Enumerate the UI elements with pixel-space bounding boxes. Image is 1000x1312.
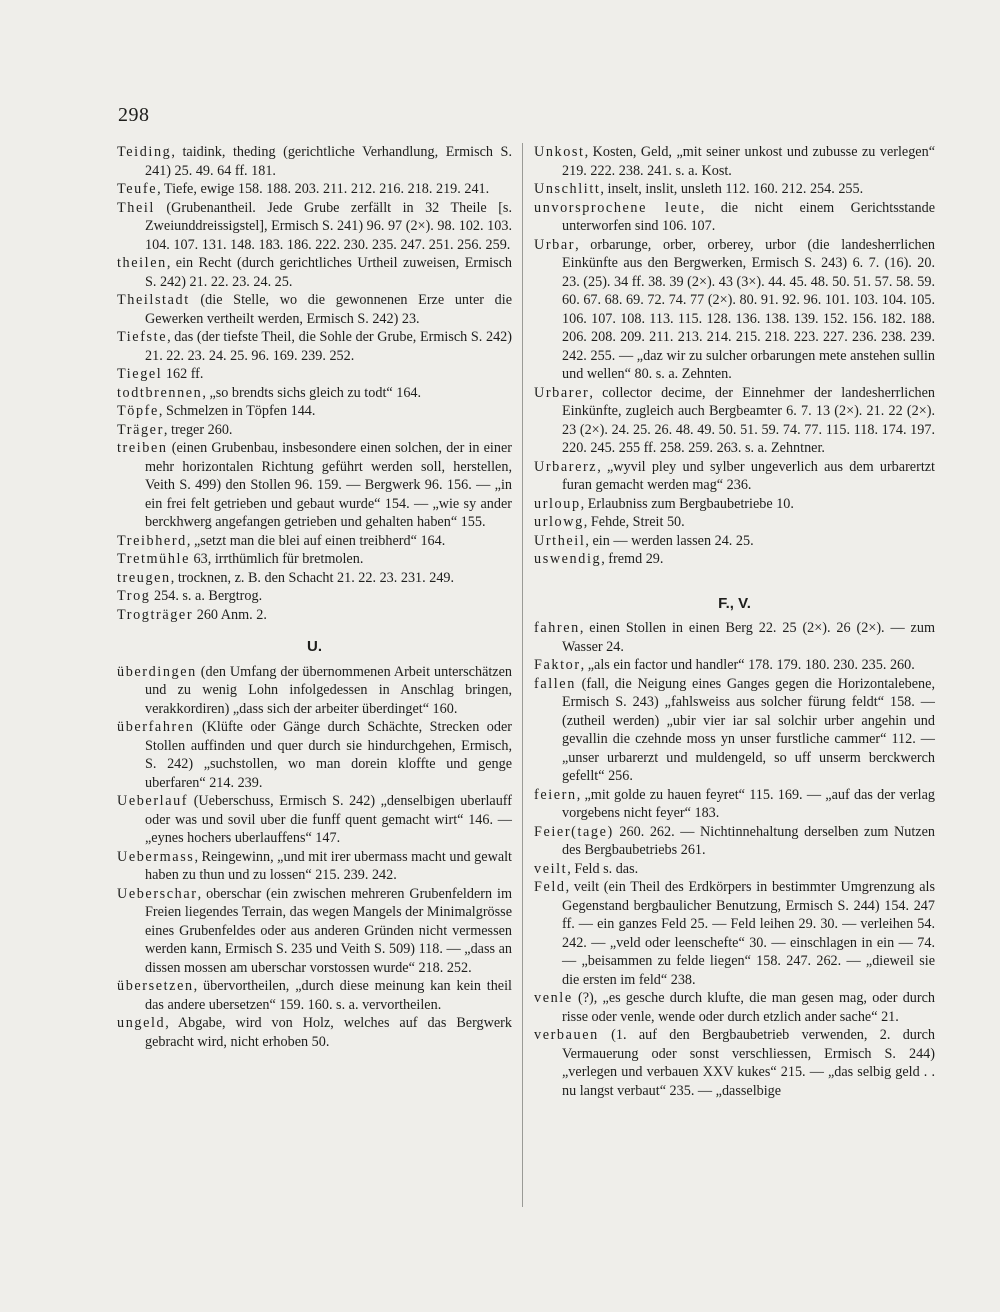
index-entry [534, 619, 935, 656]
index-entry [534, 180, 935, 199]
index-entry [117, 848, 512, 885]
index-entry [534, 675, 935, 786]
entry-headword: Tretmühle [117, 551, 190, 567]
entry-text: (einen Grubenbau, insbesondere einen solchen, der in einer mehr horizontalen Richtung geführt werden soll, herstellen, Veith S. 499) den Stollen 96. 159. — Bergwerk 96. 156. — „in ein frei felt getrieben und gebaut wurde“ 154. — „wie sy ander berckhwerg angefangen getrieben und gehalten haben“ 155. [145, 440, 512, 530]
entry-headword: Unschlitt [534, 181, 601, 197]
entry-text: (Klüfte oder Gänge durch Schächte, Strecken oder Stollen auffinden und quer durch sie hindurchgehen, Ermisch, S. 242) „suchstollen, wo man dorein kloffte und genge uberfaren“ 214. 239. [145, 719, 512, 791]
entry-headword: venle [534, 990, 573, 1006]
entry-headword: Treibherd [117, 532, 187, 549]
entry-headword: Feier(tage) [534, 823, 614, 840]
entry-text: (den Umfang der übernommenen Arbeit unterschätzen und zu wenig Lohn infolgedessen in Anschlag bringen, verakkordiren) „dass sich der arbeiter überdinget“ 160. [145, 663, 512, 717]
entry-headword: fallen [534, 675, 576, 692]
entry-headword: feiern [534, 786, 577, 803]
entry-headword: fahren [534, 620, 580, 636]
left-entry-list [117, 143, 512, 624]
right-entry-list [534, 143, 935, 569]
entry-text: , ein — werden lassen 24. 25. [585, 532, 754, 549]
entry-headword: veilt [534, 860, 568, 877]
entry-headword: uswendig [534, 551, 602, 567]
entry-text: 254. s. a. Bergtrog. [150, 588, 263, 604]
entry-headword: Urtheil [534, 532, 586, 549]
index-entry [117, 532, 512, 551]
entry-headword: Ueberschar [117, 885, 198, 902]
entry-text: , Reingewinn, „und mit irer ubermass macht und gewalt haben zu thun und zu lossen“ 215. 239. 242. [145, 848, 513, 883]
entry-text: , veilt (ein Theil des Erdkörpers in bestimmter Umgrenzung als Gegenstand bergbaulicher Benutzung, Ermisch S. 244) 154. 247 ff. — ein ganzes Feld 25. — Feld leihen 29. 30. — verleihen 54. 242. — „veld oder leenschefte“ 30. — einschlagen in ein — 74. — „beisammen zu felde liegen“ 158. 247. 262. — „dieweil sie die ersten im feld“ 238. [562, 879, 935, 988]
right-column [534, 143, 935, 1100]
index-entry [534, 878, 935, 989]
entry-headword: ungeld [117, 1015, 166, 1031]
entry-text: , Erlaubniss zum Bergbaubetriebe 10. [580, 495, 794, 512]
entry-text: , oberschar (ein zwischen mehreren Grubenfeldern im Freien liegendes Terrain, das wegen Mangels der Minimalgrösse eines Grubenfeldes oder aus anderen Gründen nicht vermessen werden kann, Ermisch S. 235 und Veith S. 509) 118. — „dass an dissen mossen am uberschar vorstossen wurde“ 218. 252. [145, 885, 512, 976]
section-heading-u: U. [307, 638, 322, 655]
index-entry [117, 1014, 512, 1051]
entry-text: , einen Stollen in einen Berg 22. 25 (2×). 26 (2×). — zum Wasser 24. [562, 620, 935, 655]
entry-text: , taidink, theding (gerichtliche Verhandlung, Ermisch S. 241) 25. 49. 64 ff. 181. [145, 144, 512, 179]
entry-text: (Ueberschuss, Ermisch S. 242) „denselbigen uberlauff oder was und sovil uber die funff quent gemacht wirt“ 146. — „eynes hochers uberlauffens“ 147. [145, 793, 512, 846]
index-entry [534, 236, 935, 384]
entry-headword: urloup [534, 495, 581, 512]
index-entry [534, 989, 935, 1026]
entry-text: , Kosten, Geld, „mit seiner unkost und zubusse zu verlegen“ 219. 222. 238. 241. s. a. Kost. [562, 144, 935, 179]
entry-text: , Feld s. das. [567, 860, 639, 877]
entry-text: , „mit golde zu hauen feyret“ 115. 169. — „auf das der verlag vorgebens nicht feyer“ 183. [562, 786, 935, 821]
entry-headword: treiben [117, 440, 168, 456]
index-entry [117, 328, 512, 365]
entry-text: , Abgabe, wird von Holz, welches auf das Bergwerk gebracht wird, nicht erhoben 50. [145, 1015, 512, 1050]
index-entry [117, 421, 512, 440]
u-entry-list [117, 663, 512, 1052]
entry-headword: Töpfe [117, 403, 159, 419]
entry-text: 260. 262. — Nichtinnehaltung derselben zum Nutzen des Bergbaubetriebs 261. [562, 823, 935, 858]
index-entry [534, 199, 935, 236]
entry-headword: Theil [117, 199, 155, 216]
section-heading-fv: F., V. [718, 594, 751, 612]
entry-text: (?), „es gesche durch klufte, die man gesen mag, oder durch risse oder venle, wende oder durch etzlich ander sache“ 21. [562, 990, 935, 1025]
index-entry [117, 143, 512, 180]
entry-headword: Träger [117, 421, 164, 438]
column-divider [522, 143, 523, 1207]
entry-text: , „als ein factor und handler“ 178. 179. 180. 230. 235. 260. [580, 657, 915, 673]
index-entry [534, 495, 935, 514]
entry-text: 260 Anm. 2. [193, 606, 267, 623]
index-entry [117, 663, 512, 719]
entry-headword: Faktor [534, 657, 581, 673]
index-entry [117, 291, 512, 328]
fv-entry-list [534, 619, 935, 1100]
entry-headword: Urbarer [534, 384, 590, 401]
entry-text: , die nicht einem Gerichtsstande unterworfen sind 106. 107. [562, 199, 935, 234]
entry-text: , Tiefe, ewige 158. 188. 203. 211. 212. 216. 218. 219. 241. [157, 181, 490, 197]
entry-headword: überdingen [117, 663, 197, 680]
entry-text: , „wyvil pley und sylber ungeverlich aus dem urbarertzt furan gemacht werden mag“ 236. [562, 458, 935, 493]
entry-text: , fremd 29. [601, 551, 664, 567]
entry-headword: Uebermass [117, 848, 195, 865]
index-entry [117, 550, 512, 569]
entry-headword: Ueberlauf [117, 793, 189, 809]
page-number: 298 [118, 104, 150, 126]
entry-headword: urlowg [534, 514, 584, 530]
entry-text: , Schmelzen in Töpfen 144. [158, 403, 316, 419]
index-entry [117, 885, 512, 978]
entry-headword: Teufe [117, 181, 158, 197]
entry-headword: Unkost [534, 144, 585, 160]
entry-text: (fall, die Neigung eines Ganges gegen die Horizontalebene, Ermisch S. 243) „fahlsweiss aus solcher fürung feldt“ 158. — (zutheil werden) „ubir vier iar sal solchir urber angehin und gevallin die czehnde moss yn unser furstliche cammer“ 112. — „unser urbarerzt und muldengeld, so uff unserm berckwerch gefellt“ 256. [562, 675, 935, 784]
index-entry [534, 860, 935, 879]
entry-headword: Teiding [117, 144, 172, 160]
entry-text: , „so brendts sichs gleich zu todt“ 164. [202, 384, 422, 401]
entry-text: (1. auf den Bergbaubetrieb verwenden, 2. durch Vermauerung oder sonst verschliessen, Ermisch S. 244) „verlegen und verbauen XXV kukes“ 215. — „das selbig geld . . nu langst verbaut“ 235. — „dasselbige [562, 1027, 935, 1099]
index-entry [117, 402, 512, 421]
entry-headword: verbauen [534, 1027, 599, 1043]
index-entry [534, 458, 935, 495]
entry-text: 63, irrthümlich für bretmolen. [190, 551, 364, 567]
index-entry [117, 569, 512, 588]
index-entry [117, 439, 512, 532]
index-entry [117, 365, 512, 384]
index-entry [117, 977, 512, 1014]
index-entry [117, 792, 512, 848]
index-entry [534, 384, 935, 458]
entry-text: , ein Recht (durch gerichtliches Urtheil zuweisen, Ermisch S. 242) 21. 22. 23. 24. 25. [145, 255, 512, 290]
index-entry [117, 718, 512, 792]
entry-headword: Feld [534, 879, 566, 895]
index-entry [534, 656, 935, 675]
entry-text: , inselt, inslit, unsleth 112. 160. 212. 254. 255. [600, 181, 864, 197]
entry-headword: treugen [117, 569, 171, 586]
entry-headword: Tiegel [117, 366, 163, 382]
entry-headword: Trog [117, 588, 151, 604]
index-entry [117, 199, 512, 255]
entry-headword: unvorsprochene leute [534, 199, 701, 216]
index-entry [534, 786, 935, 823]
index-entry [117, 254, 512, 291]
entry-text: , orbarunge, orber, orberey, urbor (die landesherrlichen Einkünfte aus den Bergwerken, Ermisch S. 243) 6. 7. (16). 20. 23. (25). 34 ff. 38. 39 (2×). 43 (3×). 44. 45. 48. 50. 51. 57. 58. 59. 60. 67. 68. 69. 72. 74. 77 (2×). 80. 91. 92. 96. 101. 103. 104. 105. 106. 107. 108. 113. 115. 128. 136. 138. 139. 152. 156. 182. 188. 206. 208. 209. 211. 213. 214. 215. 218. 223. 227. 236. 238. 239. 242. 255. — „daz wir zu sulcher orbarungen mete anstehen sullin und wellen“ 80. s. a. Zehnten. [562, 236, 935, 382]
index-entry [117, 180, 512, 199]
entry-headword: übersetzen [117, 978, 194, 994]
index-entry [534, 550, 935, 569]
entry-text: 162 ff. [162, 366, 204, 382]
entry-text: (die Stelle, wo die gewonnenen Erze unter die Gewerken vertheilt werden, Ermisch S. 242) 23. [145, 292, 512, 327]
entry-text: , trocknen, z. B. den Schacht 21. 22. 23. 231. 249. [170, 569, 455, 586]
entry-text: , treger 260. [163, 421, 233, 438]
entry-text: , übervortheilen, „durch diese meinung kan kein theil das andere ubersetzen“ 159. 160. s. a. vervortheilen. [145, 978, 512, 1013]
left-column [117, 143, 512, 1051]
entry-headword: Urbarerz [534, 458, 598, 475]
index-entry [117, 606, 512, 625]
entry-text: (Grubenantheil. Jede Grube zerfällt in 32 Theile [s. Zweiunddreissigstel], Ermisch S. 241) 96. 97 (2×). 98. 102. 103. 104. 107. 131. 148. 183. 186. 222. 230. 235. 247. 251. 256. 259. [145, 199, 512, 253]
entry-headword: überfahren [117, 719, 195, 735]
entry-headword: Trogträger [117, 606, 194, 623]
index-entry [534, 143, 935, 180]
index-entry [534, 513, 935, 532]
entry-headword: theilen [117, 255, 167, 271]
entry-headword: Theilstadt [117, 292, 190, 308]
index-entry [117, 587, 512, 606]
entry-text: , collector decime, der Einnehmer der landesherrlichen Einkünfte, zugleich auch Bergbeamter 6. 7. 13 (2×). 21. 22 (2×). 23 (2×). 24. 25. 26. 48. 49. 50. 51. 59. 74. 77. 115. 118. 174. 197. 220. 245. 255 ff. 258. 259. 263. s. a. Zehntner. [562, 384, 935, 456]
entry-headword: todtbrennen [117, 384, 203, 401]
entry-text: , das (der tiefste Theil, die Sohle der Grube, Ermisch S. 242) 21. 22. 23. 24. 25. 96. 169. 239. 252. [145, 329, 512, 364]
entry-headword: Tiefste [117, 329, 168, 345]
entry-headword: Urbar [534, 236, 576, 253]
index-entry [534, 532, 935, 551]
entry-text: , „setzt man die blei auf einen treibherd“ 164. [186, 532, 446, 549]
entry-text: , Fehde, Streit 50. [583, 514, 685, 530]
index-entry [117, 384, 512, 403]
index-entry [534, 823, 935, 860]
index-entry [534, 1026, 935, 1100]
